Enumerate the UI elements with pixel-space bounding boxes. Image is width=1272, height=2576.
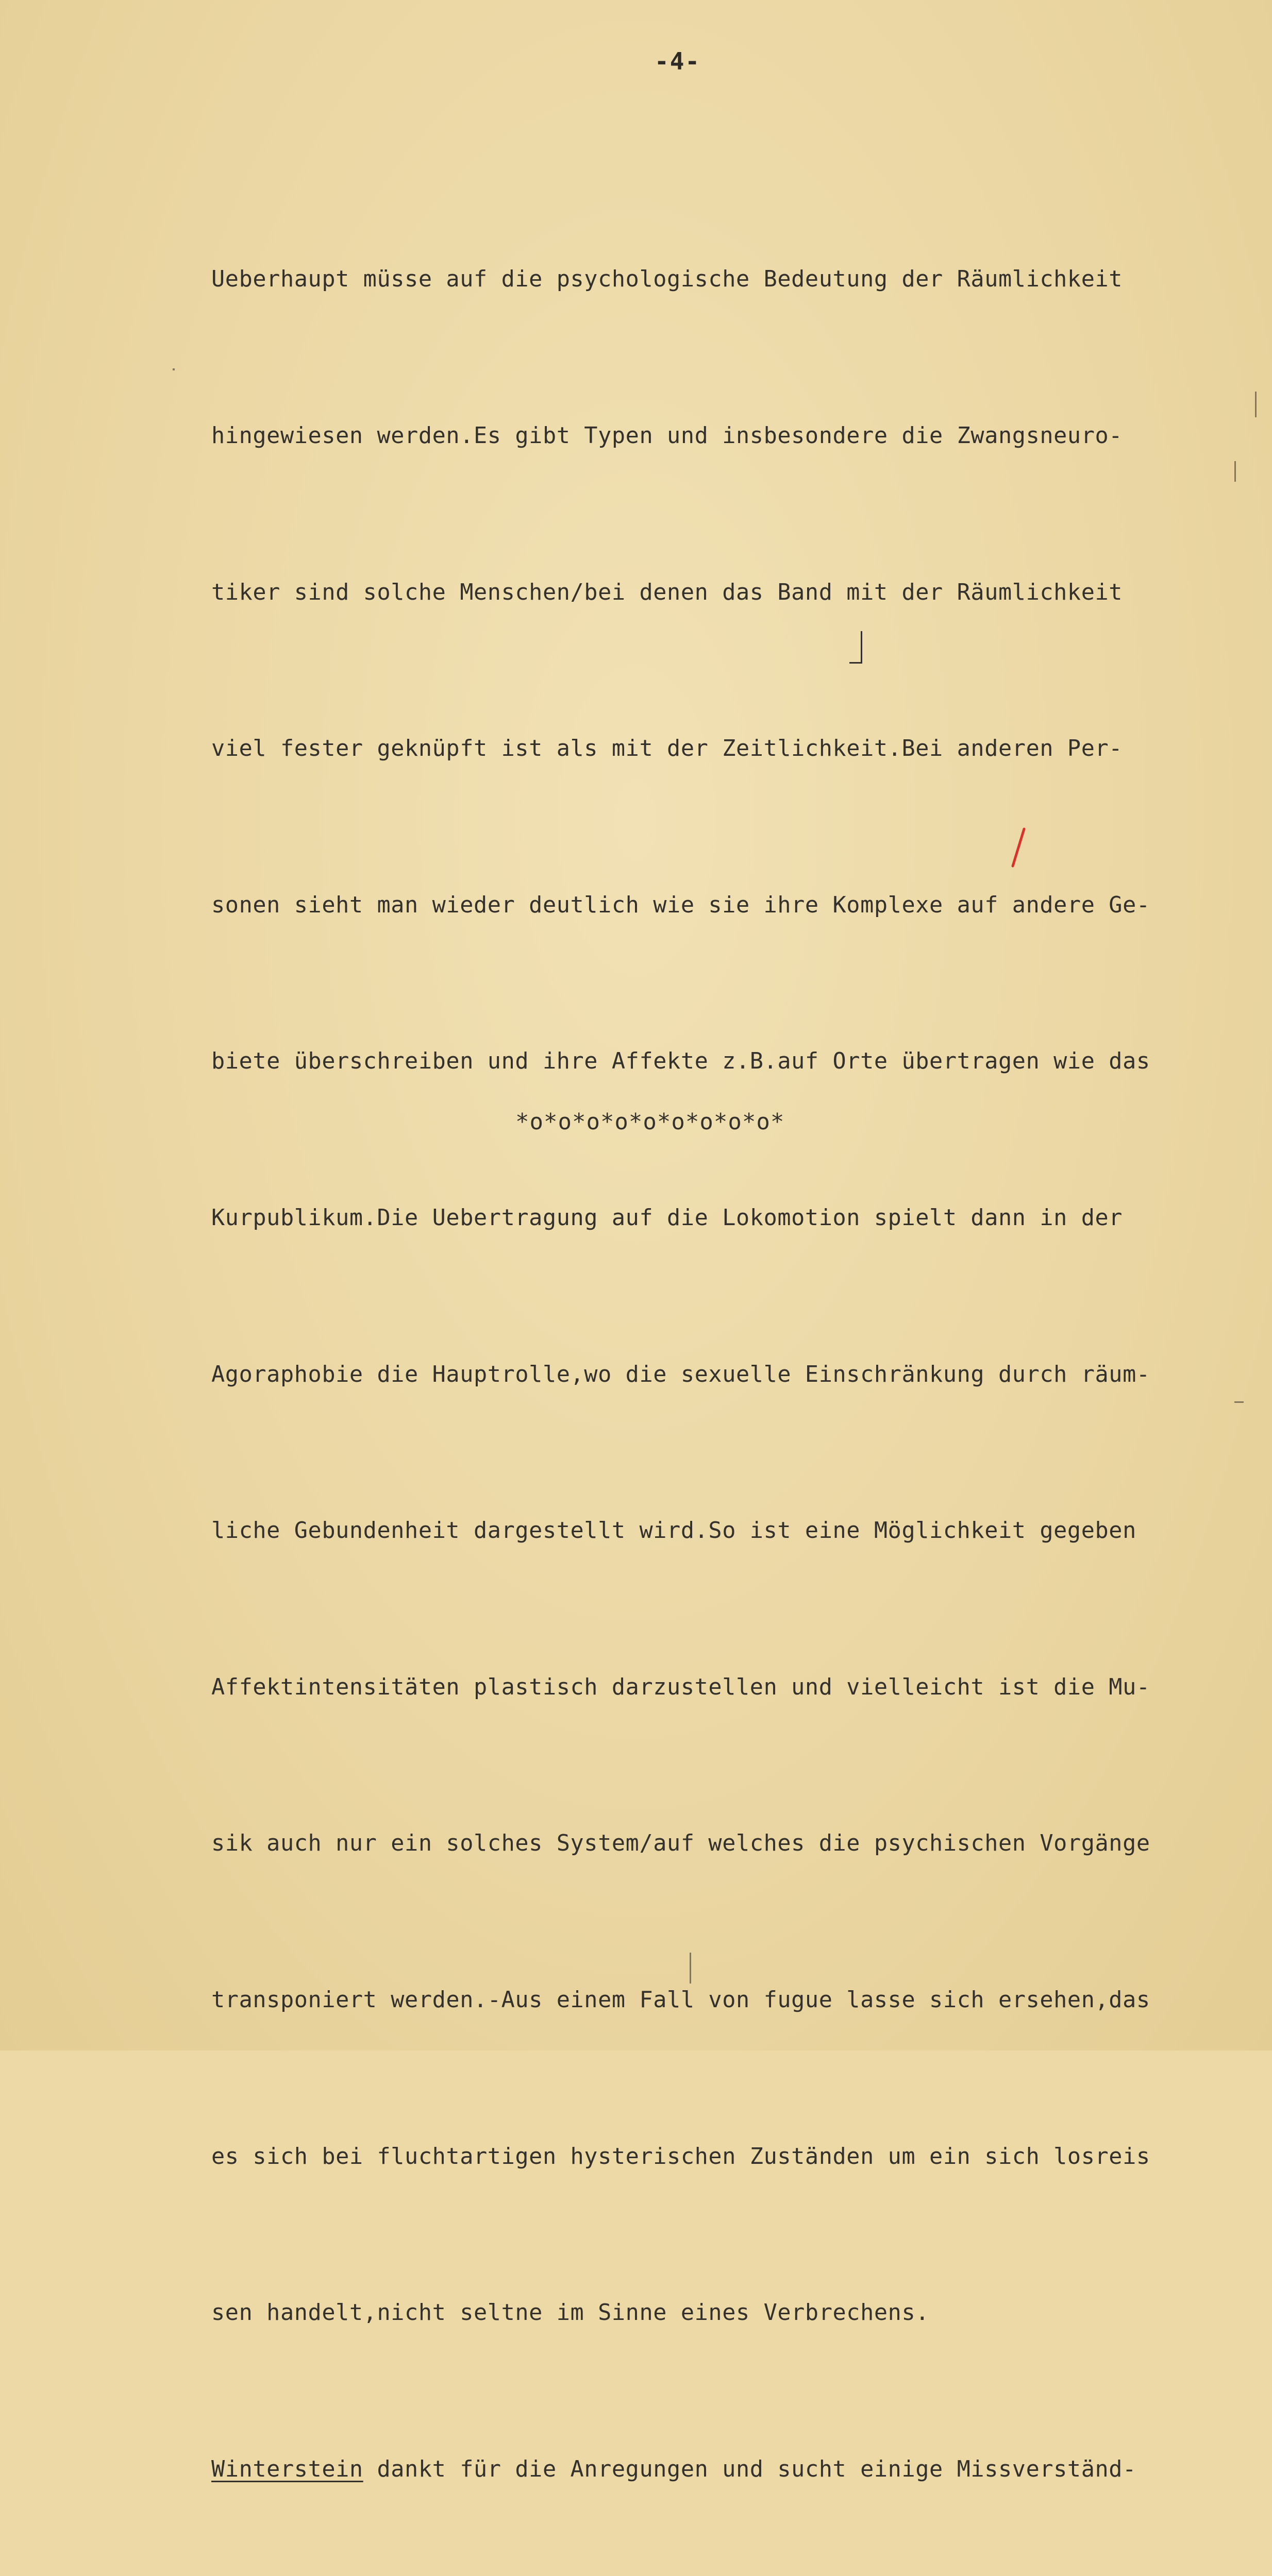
ink-speck <box>1234 1401 1244 1403</box>
ink-speck <box>690 1953 691 1984</box>
ink-speck <box>173 368 175 370</box>
text-line: liche Gebundenheit dargestellt wird.So ist eine Möglichkeit gegeben <box>211 1518 1136 1544</box>
text-line: tiker sind solche Menschen/bei denen das Band mit der Räumlichkeit <box>211 579 1123 605</box>
text-line: es sich bei fluchtartigen hysterischen Zuständen um ein sich losreis <box>211 2143 1150 2170</box>
text-line: viel fester geknüpft ist als mit der Zeitlichkeit.Bei anderen Per- <box>211 736 1123 762</box>
typed-body-text <box>211 149 1263 2576</box>
ink-speck <box>1234 461 1236 482</box>
text-line: sen handelt,nicht seltne im Sinne eines Verbrechens. <box>211 2300 930 2326</box>
red-pencil-slash-icon <box>1008 827 1028 868</box>
text-line: Agoraphobie die Hauptrolle,wo die sexuelle Einschränkung durch räum- <box>211 1361 1150 1387</box>
speaker-name: Winterstein <box>211 2456 363 2482</box>
section-separator: *o*o*o*o*o*o*o*o*o* <box>515 1109 785 1135</box>
speaker-line-text: dankt für die Anregungen und sucht einige Missverständ- <box>363 2456 1136 2482</box>
text-line: transponiert werden.-Aus einem Fall von fugue lasse sich ersehen,das <box>211 1987 1150 2013</box>
text-line: Affektintensitäten plastisch darzustellen und vielleicht ist die Mu- <box>211 1674 1150 1700</box>
text-line: sonen sieht man wieder deutlich wie sie ihre Komplexe auf andere Ge- <box>211 892 1150 918</box>
insertion-bracket-mark <box>849 631 862 664</box>
page-number: -4- <box>655 47 701 75</box>
text-line: Kurpublikum.Die Uebertragung auf die Lokomotion spielt dann in der <box>211 1205 1123 1231</box>
text-line: sik auch nur ein solches System/auf welches die psychischen Vorgänge <box>211 1831 1150 1857</box>
text-line: biete überschreiben und ihre Affekte z.B.auf Orte übertragen wie das <box>211 1048 1150 1075</box>
text-line: hingewiesen werden.Es gibt Typen und insbesondere die Zwangsneuro- <box>211 423 1123 449</box>
text-line: Ueberhaupt müsse auf die psychologische Bedeutung der Räumlichkeit <box>211 266 1123 293</box>
ink-speck <box>1255 392 1257 417</box>
speaker-line <box>211 2444 1263 2496</box>
